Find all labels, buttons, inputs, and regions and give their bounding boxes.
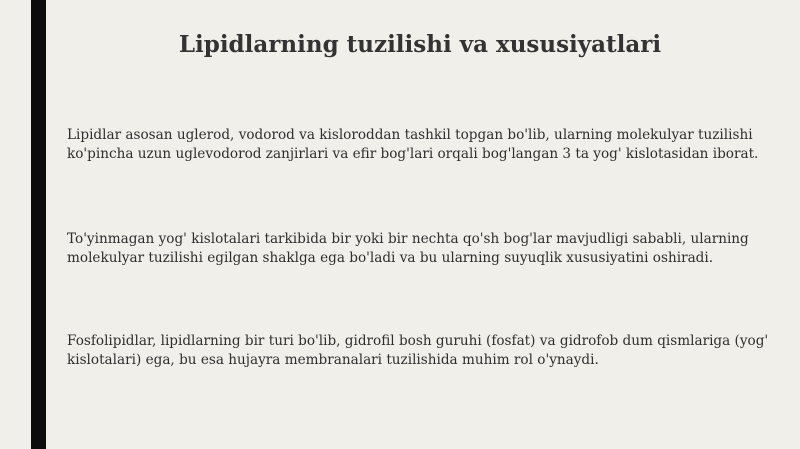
left-accent-bar bbox=[31, 0, 46, 449]
paragraph-phospholipids: Fosfolipidlar, lipidlarning bir turi bo'lib, gidrofil bosh guruhi (fosfat) va gidrofob dum qismlariga (yog' kislotalari) ega, bu esa hujayra membranalari tuzilishida muhim rol o'ynaydi. bbox=[67, 333, 769, 368]
slide-title: Lipidlarning tuzilishi va xususiyatlari bbox=[178, 31, 662, 58]
paragraph-unsaturated-fatty-acids: To'yinmagan yog' kislotalari tarkibida bir yoki bir nechta qo'sh bog'lar mavjudligi sababli, ularning molekulyar tuzilishi egilgan shaklga ega bo'ladi va bu ularning suyuqlik xususiyatini oshiradi. bbox=[67, 231, 749, 266]
paragraph-lipid-composition: Lipidlar asosan uglerod, vodorod va kisloroddan tashkil topgan bo'lib, ularning molekulyar tuzilishi ko'pincha uzun uglevodorod zanjirlari va efir bog'lari orqali bog'langan 3 ta yog' kislotasidan iborat. bbox=[67, 127, 759, 162]
